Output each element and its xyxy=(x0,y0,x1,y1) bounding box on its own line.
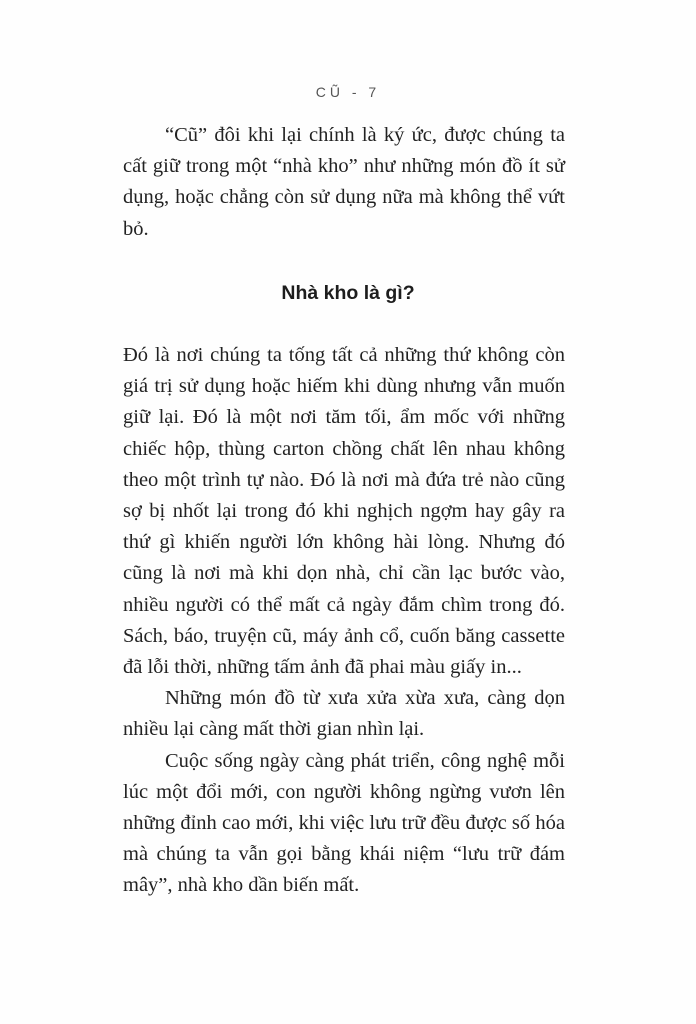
section-heading: Nhà kho là gì? xyxy=(281,282,415,304)
running-head: CŨ - 7 xyxy=(315,84,381,100)
main-text-block xyxy=(123,340,565,902)
body-paragraph-3: Cuộc sống ngày càng phát triển, công nghệ mỗi lúc một đổi mới, con người không ngừng vươn lên những đỉnh cao mới, khi việc lưu trữ đều được số hóa mà chúng ta vẫn gọi bằng khái niệm “lưu trữ đám mây”, nhà kho dần biến mất. xyxy=(123,749,565,897)
body-paragraph-1: Đó là nơi chúng ta tống tất cả những thứ không còn giá trị sử dụng hoặc hiếm khi dùng nhưng vẫn muốn giữ lại. Đó là một nơi tăm tối, ẩm mốc với những chiếc hộp, thùng carton chồng chất lên nhau không theo một trình tự nào. Đó là nơi mà đứa trẻ nào cũng sợ bị nhốt lại trong đó khi nghịch ngợm hay gây ra thứ gì khiến người lớn không hài lòng. Nhưng đó cũng là nơi mà khi dọn nhà, chỉ cần lạc bước vào, nhiều người có thể mất cả ngày đắm chìm trong đó. Sách, báo, truyện cũ, máy ảnh cổ, cuốn băng cassette đã lỗi thời, những tấm ảnh đã phai màu giấy in... xyxy=(123,344,565,679)
body-paragraph-2: Những món đồ từ xưa xửa xừa xưa, càng dọn nhiều lại càng mất thời gian nhìn lại. xyxy=(123,687,565,741)
intro-block xyxy=(123,120,565,245)
intro-paragraph: “Cũ” đôi khi lại chính là ký ức, được chúng ta cất giữ trong một “nhà kho” như những món đồ ít sử dụng, hoặc chẳng còn sử dụng nữa mà không thể vứt bỏ. xyxy=(123,124,565,240)
